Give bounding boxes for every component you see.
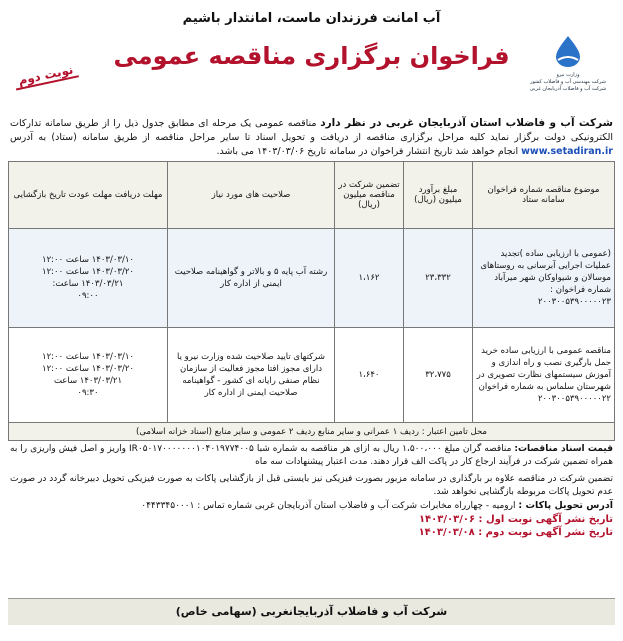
second-publication-date: تاریخ نشر آگهی نوبت دوم : ۱۴۰۳/۰۳/۰۸ [418, 527, 613, 538]
delivery-note: تضمین شرکت در مناقصه علاوه بر بارگذاری در سامانه مزبور بصورت فیزیکی نیز بایستی قبل از بازگشایی پاکات به صورت فیزیکی تحویل دبیرخانه گردد در صورت عدم تحویل پاکات مربوطه بازگشایی نخواهد شد. [10, 474, 613, 497]
time-opening: ۰۹:۳۰ [77, 388, 99, 398]
funding-source: محل تامین اعتبار : ردیف ۱ عمرانی و سایر منابع ردیف ۲ عمومی و سایر منابع (اسناد خزانه اسلامی) [9, 423, 615, 441]
address-text: ارومیه - چهارراه مخابرات شرکت آب و فاضلاب استان آذربایجان غربی شماره تماس : ۰۴۴۳۳۴۵۰۰۰۱ [141, 501, 519, 511]
header-deadlines: مهلت دریافت مهلت عودت تاریخ بازگشایی [9, 162, 168, 229]
row-subject: (عمومی با ارزیابی ساده )تجدید عملیات اجرایی آبرسانی به روستاهای موسالان و شیواوکان شهر میرآباد شماره فراخوان : ۲۰۰۳۰۰۵۳۹۰۰۰۰۰۲۳ [473, 229, 615, 328]
table-row [9, 328, 615, 423]
time-opening: ۰۹:۰۰ [77, 291, 99, 301]
intro-tail: انجام خواهد شد تاریخ انتشار فراخوان در سامانه تاریخ ۱۴۰۳/۰۳/۰۶ می باشد. [216, 146, 522, 157]
date-receive: ۱۴۰۳/۰۳/۱۰ ساعت ۱۲:۰۰ [42, 352, 134, 362]
company-footer: شرکت آب و فاضلاب آذربایجانغربی (سهامی خاص) [8, 598, 615, 625]
row-guarantee: ۱،۶۴۰ [335, 328, 404, 423]
header-subject: موضوع مناقصه شماره فراخوان سامانه ستاد [473, 162, 615, 229]
table-row [9, 229, 615, 328]
document-price-text: مناقصه گران مبلغ ۱،۵۰۰،۰۰۰ ریال به ازای هر مناقصه به شماره شبا IR۰۵۰۱۷۰۰۰۰۰۰۰۱۰۴۰۱۹۷۷۴۰۰۵ واریز و اصل فیش واریزی را به همراه تضمین شرکت در فرآیند ارجاع کار در پاکت الف قرار دهند. مدت اعتبار پیشنهادات سه ماه [10, 444, 613, 467]
date-opening: ۱۴۰۳/۰۳/۲۱ ساعت [53, 376, 123, 386]
row-estimate: ۲۳،۳۳۲ [404, 229, 473, 328]
date-opening: ۱۴۰۳/۰۳/۲۱ ساعت: [52, 279, 124, 289]
slogan-banner: آب امانت فرزندان ماست، امانتدار باشیم [182, 11, 441, 26]
address-label: آدرس تحویل پاکات : [518, 500, 613, 511]
date-return: ۱۴۰۳/۰۳/۲۰ ساعت ۱۲:۰۰ [42, 364, 134, 374]
header-guarantee: تضمین شرکت در مناقصه میلیون (ریال) [335, 162, 404, 229]
logo-line-3: شرکت آب و فاضلاب آذربایجان غربی [529, 86, 607, 92]
row-qualification: رشته آب پایه ۵ و بالاتر و گواهینامه صلاحیت ایمنی از اداره کار [168, 229, 335, 328]
tender-notice [8, 8, 615, 625]
intro-paragraph [10, 116, 613, 159]
date-return: ۱۴۰۳/۰۳/۲۰ ساعت ۱۲:۰۰ [42, 267, 134, 277]
row-deadlines [9, 229, 168, 328]
row-estimate: ۳۲،۷۷۵ [404, 328, 473, 423]
row-qualification: شرکتهای تایید صلاحیت شده وزارت نیرو یا دارای مجوز افتا مجوز فعالیت از سازمان نظام صنفی رایانه ای کشور - گواهینامه صلاحیت ایمنی از اداره کار [168, 328, 335, 423]
water-drop-logo-icon [548, 34, 588, 68]
header-estimate: مبلغ برآورد میلیون (ریال) [404, 162, 473, 229]
notes-section [10, 473, 613, 539]
intro-lead: شرکت آب و فاضلاب استان آذربایجان غربی در نظر دارد [320, 117, 613, 129]
header-qualification: صلاحیت های مورد نیاز [168, 162, 335, 229]
tender-table [8, 161, 615, 441]
logo-line-1: وزارت نیرو [556, 72, 580, 78]
delivery-address [10, 499, 613, 513]
row-subject: مناقصه عمومی با ارزیابی ساده خرید حمل بارگیری نصب و راه اندازی و آموزش سیستمهای نظارت تصویری در شهرستان سلماس به شماره فراخوان ۲۰۰۳۰۰۵۳۹۰۰۰۰۰۲۲ [473, 328, 615, 423]
first-publication-date: تاریخ نشر آگهی نوبت اول : ۱۴۰۳/۰۳/۰۶ [418, 514, 613, 525]
row-guarantee: ۱،۱۶۲ [335, 229, 404, 328]
document-price [10, 443, 613, 469]
document-price-label: قیمت اسناد مناقصات: [514, 444, 613, 454]
second-notice-stamp: نوبت دوم [13, 62, 79, 91]
intro-body: مناقصه عمومی یک مرحله ای مطابق جدول ذیل را از طریق سامانه تدارکات الکترونیکی دولت برگزار نماید کلیه مراحل برگزاری مناقصه از دریافت و تحویل اسناد تا سایر مراحل مناقصه از طریق سامانه (ستاد) به آدرس [10, 118, 613, 143]
notice-header [8, 30, 615, 116]
funding-row [9, 423, 615, 441]
logo-line-2: شرکت مهندسی آب و فاضلاب کشور [530, 79, 606, 85]
notice-title: فراخوان برگزاری مناقصه عمومی [113, 42, 510, 70]
date-receive: ۱۴۰۳/۰۳/۱۰ ساعت ۱۲:۰۰ [42, 255, 134, 265]
setad-link[interactable]: www.setadiran.ir [521, 146, 613, 157]
table-header-row [9, 162, 615, 229]
company-logo [525, 34, 611, 112]
row-deadlines [9, 328, 168, 423]
